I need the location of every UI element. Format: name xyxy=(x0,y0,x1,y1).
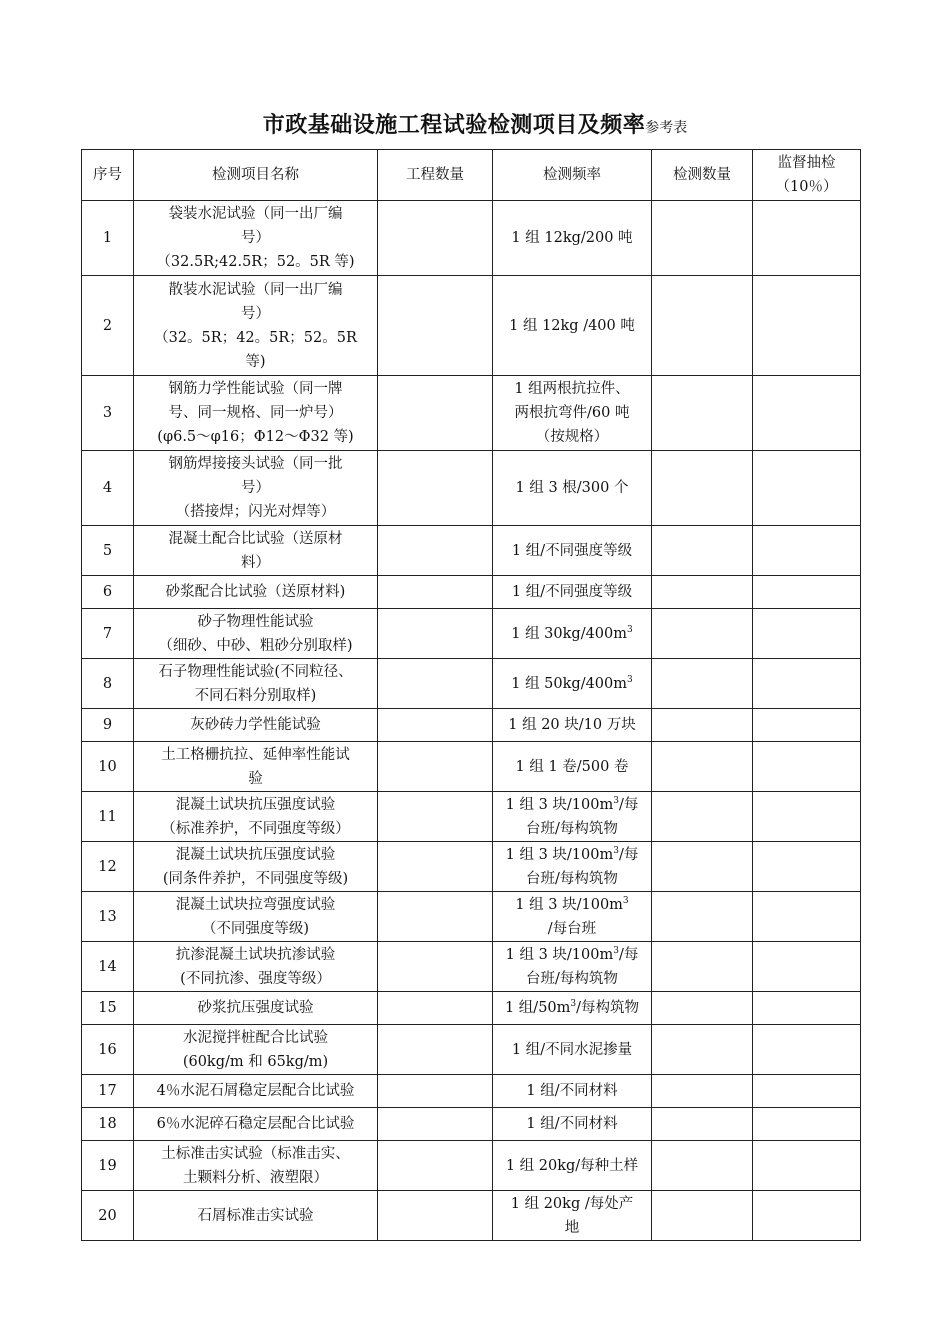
freq-text: 1 组 20 块/10 万块 xyxy=(508,717,636,733)
row-freq xyxy=(493,792,652,842)
row-qty xyxy=(378,1025,493,1075)
row-supervise xyxy=(753,201,861,276)
row-qty xyxy=(378,451,493,526)
row-no: 1 xyxy=(82,201,134,276)
header-qty: 工程数量 xyxy=(378,150,493,201)
table-row xyxy=(82,1141,861,1191)
header-count: 检测数量 xyxy=(652,150,753,201)
table-row xyxy=(82,992,861,1025)
row-name: 混凝土试块抗压强度试验 （标准养护，不同强度等级） xyxy=(134,792,378,842)
freq-text: 1 组 12kg/200 吨 xyxy=(511,230,633,246)
row-qty xyxy=(378,201,493,276)
table-row xyxy=(82,526,861,576)
row-count xyxy=(652,526,753,576)
row-freq xyxy=(493,659,652,709)
row-name: 混凝土试块抗压强度试验 (同条件养护，不同强度等级) xyxy=(134,842,378,892)
row-freq xyxy=(493,609,652,659)
row-name: 砂子物理性能试验 （细砂、中砂、粗砂分别取样) xyxy=(134,609,378,659)
row-supervise xyxy=(753,451,861,526)
row-freq xyxy=(493,1191,652,1241)
document-title xyxy=(0,108,950,139)
freq-tail: /每构筑物 xyxy=(576,1000,640,1016)
row-supervise xyxy=(753,992,861,1025)
row-qty xyxy=(378,992,493,1025)
row-no: 2 xyxy=(82,276,134,376)
title-main: 市政基础设施工程试验检测项目及频率 xyxy=(262,112,646,138)
row-qty xyxy=(378,526,493,576)
row-no: 9 xyxy=(82,709,134,742)
row-name: 灰砂砖力学性能试验 xyxy=(134,709,378,742)
row-name: 4％水泥石屑稳定层配合比试验 xyxy=(134,1075,378,1108)
table-row xyxy=(82,942,861,992)
row-no: 20 xyxy=(82,1191,134,1241)
freq-text: 1 组/不同强度等级 xyxy=(511,542,633,559)
freq-tail: /每台班 xyxy=(547,920,597,937)
row-supervise xyxy=(753,1025,861,1075)
row-qty xyxy=(378,842,493,892)
freq-superscript: 3 xyxy=(613,795,619,806)
row-supervise xyxy=(753,659,861,709)
freq-text: 1 组 30kg/400m xyxy=(511,625,628,642)
row-count xyxy=(652,942,753,992)
row-freq xyxy=(493,451,652,526)
table-header-row xyxy=(82,150,861,201)
row-count xyxy=(652,792,753,842)
table-row xyxy=(82,1108,861,1141)
freq-superscript: 3 xyxy=(627,674,633,685)
freq-text: 1 组两根抗拉件、 两根抗弯件/60 吨 （按规格） xyxy=(514,381,630,445)
freq-text: 1 组 50kg/400m xyxy=(511,675,628,692)
row-no: 12 xyxy=(82,842,134,892)
row-supervise xyxy=(753,892,861,942)
row-count xyxy=(652,1108,753,1141)
freq-text: 1 组 1 卷/500 卷 xyxy=(515,758,629,775)
row-freq xyxy=(493,942,652,992)
row-supervise xyxy=(753,376,861,451)
table-row xyxy=(82,709,861,742)
table-row xyxy=(82,201,861,276)
row-supervise xyxy=(753,1108,861,1141)
row-qty xyxy=(378,709,493,742)
row-freq xyxy=(493,576,652,609)
freq-tail: /每 台班/每构筑物 xyxy=(526,946,639,987)
table-row xyxy=(82,276,861,376)
freq-text: 1 组 3 块/100m xyxy=(505,796,614,813)
row-qty xyxy=(378,892,493,942)
freq-text: 1 组/不同材料 xyxy=(526,1116,618,1132)
row-no: 4 xyxy=(82,451,134,526)
row-freq xyxy=(493,201,652,276)
freq-text: 1 组/不同水泥掺量 xyxy=(511,1041,633,1058)
row-qty xyxy=(378,742,493,792)
freq-tail: /每 台班/每构筑物 xyxy=(526,846,639,887)
header-name: 检测项目名称 xyxy=(134,150,378,201)
row-no: 8 xyxy=(82,659,134,709)
freq-superscript: 3 xyxy=(570,999,577,1010)
freq-text: 1 组 3 块/100m xyxy=(505,846,614,863)
row-count xyxy=(652,742,753,792)
freq-text: 1 组 3 根/300 个 xyxy=(515,480,629,496)
row-count xyxy=(652,1191,753,1241)
row-qty xyxy=(378,276,493,376)
row-name: 石子物理性能试验(不同粒径、 不同石料分别取样) xyxy=(134,659,378,709)
row-name: 土工格栅抗拉、延伸率性能试 验 xyxy=(134,742,378,792)
row-no: 5 xyxy=(82,526,134,576)
row-no: 15 xyxy=(82,992,134,1025)
row-name: 6％水泥碎石稳定层配合比试验 xyxy=(134,1108,378,1141)
table-row xyxy=(82,1191,861,1241)
table-row xyxy=(82,1025,861,1075)
table-row xyxy=(82,792,861,842)
freq-superscript: 3 xyxy=(622,895,629,906)
row-count xyxy=(652,609,753,659)
freq-text: 1 组/50m xyxy=(504,1000,571,1016)
freq-text: 1 组/不同强度等级 xyxy=(511,584,633,600)
freq-text: 1 组 12kg /400 吨 xyxy=(509,317,635,334)
table-row xyxy=(82,892,861,942)
table-row xyxy=(82,609,861,659)
row-supervise xyxy=(753,792,861,842)
title-sub: 参考表 xyxy=(645,120,688,136)
row-count xyxy=(652,451,753,526)
row-count xyxy=(652,892,753,942)
row-name: 砂浆配合比试验（送原材料) xyxy=(134,576,378,609)
row-no: 17 xyxy=(82,1075,134,1108)
table-row xyxy=(82,842,861,892)
row-qty xyxy=(378,609,493,659)
row-count xyxy=(652,992,753,1025)
row-freq xyxy=(493,526,652,576)
row-supervise xyxy=(753,576,861,609)
row-name: 水泥搅拌桩配合比试验 (60kg/m 和 65kg/m) xyxy=(134,1025,378,1075)
row-name: 石屑标准击实试验 xyxy=(134,1191,378,1241)
row-freq xyxy=(493,709,652,742)
table-row xyxy=(82,576,861,609)
row-name: 钢筋力学性能试验（同一牌 号、同一规格、同一炉号） (φ6.5～φ16；Φ12～Φ32 等) xyxy=(134,376,378,451)
row-supervise xyxy=(753,709,861,742)
row-count xyxy=(652,1075,753,1108)
row-supervise xyxy=(753,276,861,376)
table-row xyxy=(82,451,861,526)
row-freq xyxy=(493,892,652,942)
row-no: 6 xyxy=(82,576,134,609)
row-qty xyxy=(378,942,493,992)
row-count xyxy=(652,576,753,609)
row-name: 散装水泥试验（同一出厂编 号） （32。5R；42。5R；52。5R 等) xyxy=(134,276,378,376)
row-count xyxy=(652,276,753,376)
row-count xyxy=(652,659,753,709)
row-no: 13 xyxy=(82,892,134,942)
row-qty xyxy=(378,1075,493,1108)
row-freq xyxy=(493,1108,652,1141)
row-no: 19 xyxy=(82,1141,134,1191)
freq-text: 1 组 20kg /每处产 地 xyxy=(510,1195,634,1236)
row-supervise xyxy=(753,1191,861,1241)
row-name: 钢筋焊接接头试验（同一批 号） （搭接焊；闪光对焊等） xyxy=(134,451,378,526)
row-no: 14 xyxy=(82,942,134,992)
row-freq xyxy=(493,276,652,376)
row-count xyxy=(652,376,753,451)
inspection-table xyxy=(81,149,861,1241)
row-no: 10 xyxy=(82,742,134,792)
row-name: 抗渗混凝土试块抗渗试验 (不同抗渗、强度等级） xyxy=(134,942,378,992)
header-freq: 检测频率 xyxy=(493,150,652,201)
row-freq xyxy=(493,1075,652,1108)
row-count xyxy=(652,842,753,892)
row-supervise xyxy=(753,842,861,892)
row-name: 混凝土试块拉弯强度试验 （不同强度等级) xyxy=(134,892,378,942)
row-count xyxy=(652,1141,753,1191)
freq-text: 1 组/不同材料 xyxy=(526,1083,618,1099)
row-no: 7 xyxy=(82,609,134,659)
freq-text: 1 组 3 块/100m xyxy=(505,946,614,963)
row-no: 18 xyxy=(82,1108,134,1141)
freq-tail: /每 台班/每构筑物 xyxy=(526,796,639,837)
row-supervise xyxy=(753,742,861,792)
table-body xyxy=(82,201,861,1241)
row-freq xyxy=(493,842,652,892)
row-supervise xyxy=(753,1141,861,1191)
row-no: 16 xyxy=(82,1025,134,1075)
row-supervise xyxy=(753,526,861,576)
table-row xyxy=(82,659,861,709)
freq-superscript: 3 xyxy=(613,845,619,856)
row-supervise xyxy=(753,1075,861,1108)
row-supervise xyxy=(753,609,861,659)
row-name: 混凝土配合比试验（送原材 料） xyxy=(134,526,378,576)
row-qty xyxy=(378,659,493,709)
row-no: 11 xyxy=(82,792,134,842)
row-count xyxy=(652,201,753,276)
freq-superscript: 3 xyxy=(627,624,633,635)
row-qty xyxy=(378,1141,493,1191)
row-no: 3 xyxy=(82,376,134,451)
row-supervise xyxy=(753,942,861,992)
row-freq xyxy=(493,992,652,1025)
table-row xyxy=(82,742,861,792)
row-qty xyxy=(378,376,493,451)
row-freq xyxy=(493,376,652,451)
freq-text: 1 组 3 块/100m xyxy=(515,896,623,913)
table-row xyxy=(82,376,861,451)
row-name: 袋装水泥试验（同一出厂编 号） （32.5R;42.5R；52。5R 等) xyxy=(134,201,378,276)
freq-superscript: 3 xyxy=(613,945,619,956)
row-freq xyxy=(493,1141,652,1191)
row-freq xyxy=(493,1025,652,1075)
row-qty xyxy=(378,1108,493,1141)
header-no: 序号 xyxy=(82,150,134,201)
row-count xyxy=(652,709,753,742)
row-name: 砂浆抗压强度试验 xyxy=(134,992,378,1025)
row-qty xyxy=(378,792,493,842)
freq-text: 1 组 20kg/每种土样 xyxy=(505,1157,639,1174)
row-name: 土标准击实试验（标准击实、 土颗料分析、液塑限） xyxy=(134,1141,378,1191)
row-freq xyxy=(493,742,652,792)
row-count xyxy=(652,1025,753,1075)
header-supervise: 监督抽检 （10％） xyxy=(753,150,861,201)
table-row xyxy=(82,1075,861,1108)
row-qty xyxy=(378,1191,493,1241)
row-qty xyxy=(378,576,493,609)
